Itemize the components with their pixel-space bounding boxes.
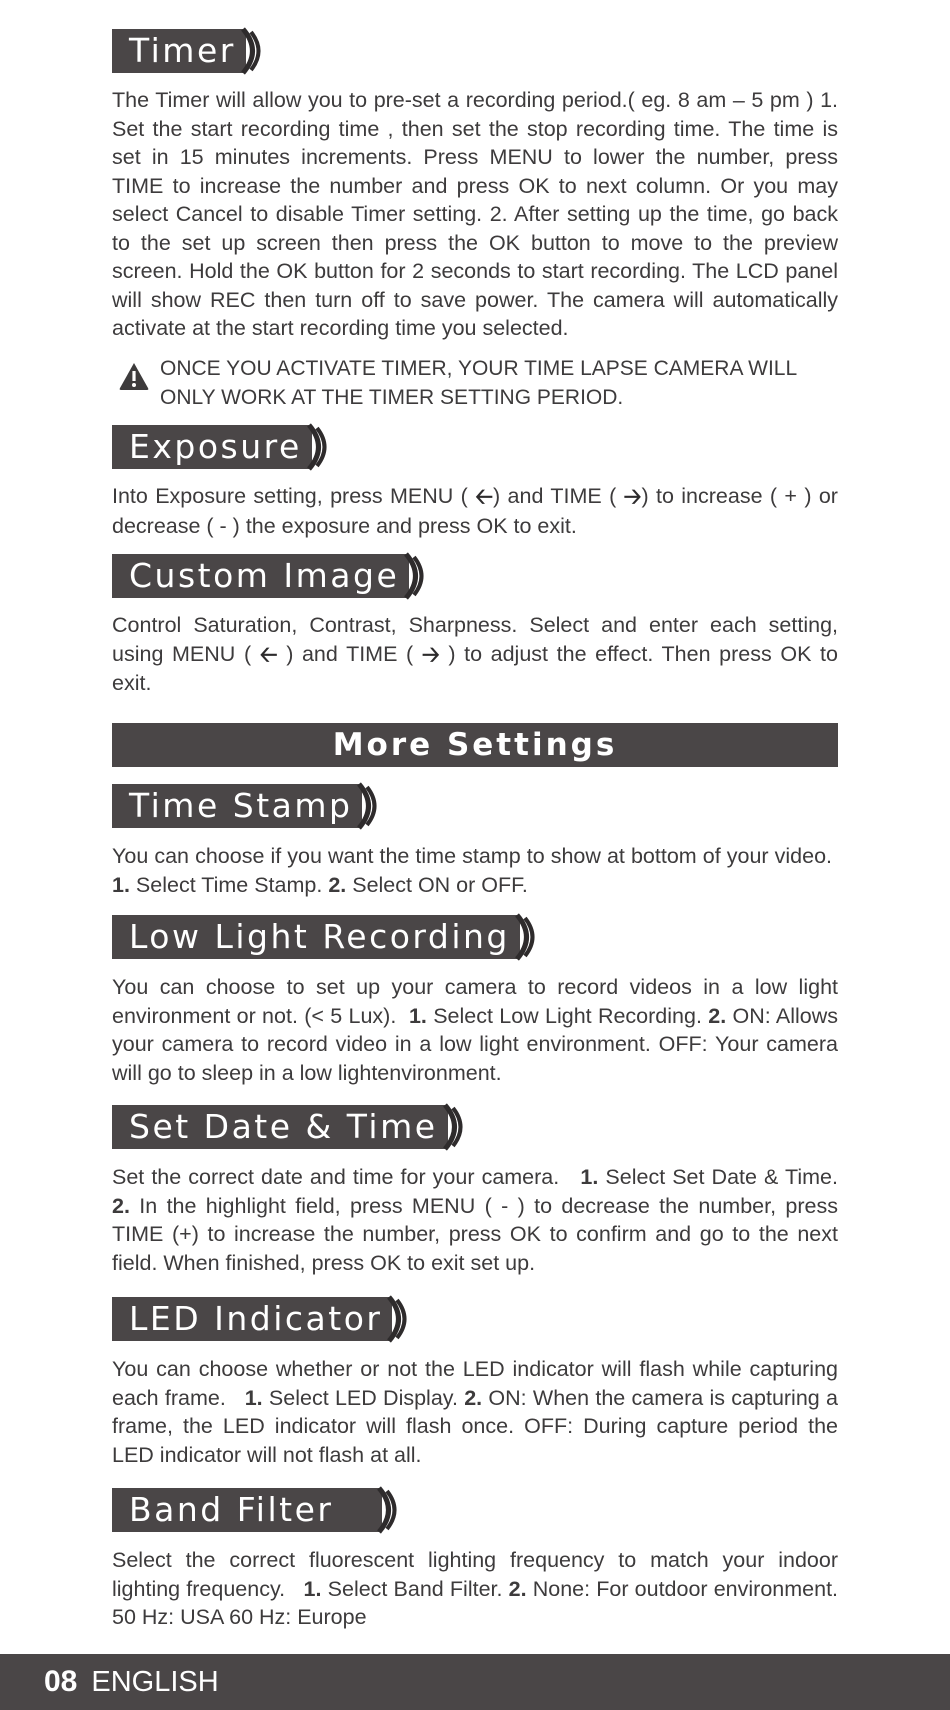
custom-image-heading (112, 553, 431, 599)
time-stamp-description (112, 842, 838, 899)
step-number: 2. (328, 872, 347, 897)
arrow-left-icon: 🡠 (259, 641, 278, 667)
arrow-right-icon: 🡢 (623, 484, 642, 509)
title-bracket-icon (514, 913, 542, 961)
title-bracket-icon (356, 782, 384, 830)
step-number: 2. (112, 1193, 130, 1218)
time-stamp-text-b: Select Time Stamp. (135, 872, 323, 897)
set-date-time-title: Set Date & Time (112, 1105, 448, 1149)
time-stamp-text-c: Select ON or OFF. (352, 872, 528, 897)
low-light-text-c: ON: Allows your camera to record video in a low light environment. OFF: Your camera will go to sleep in a low lightenvironment. (112, 1003, 838, 1085)
arrow-left-icon: 🡠 (475, 484, 494, 509)
band-filter-text-a: Select the correct fluorescent lighting frequency to match your indoor lighting frequency. (112, 1548, 838, 1601)
band-filter-text-c: None: For outdoor environment. 50 Hz: USA 60 Hz: Europe (112, 1576, 839, 1629)
low-light-heading (112, 914, 542, 960)
band-filter-text-b: Select Band Filter. (327, 1576, 503, 1601)
page-number: 08 (44, 1665, 78, 1698)
title-bracket-icon (386, 1295, 414, 1343)
timer-title: Timer (112, 29, 246, 73)
low-light-description (112, 973, 838, 1087)
low-light-title: Low Light Recording (112, 915, 520, 959)
step-number: 2. (708, 1003, 727, 1028)
set-date-time-heading (112, 1104, 470, 1150)
step-number: 1. (244, 1385, 263, 1410)
title-bracket-icon (403, 552, 431, 600)
low-light-text-b: Select Low Light Recording. (433, 1003, 702, 1028)
title-bracket-icon (240, 27, 268, 75)
timer-heading (112, 28, 268, 74)
led-indicator-text-a: You can choose whether or not the LED indicator will flash while capturing each frame. (112, 1357, 838, 1410)
timer-description: The Timer will allow you to pre-set a recording period.( eg. 8 am – 5 pm ) 1. Set the start recording time , then set the stop recording time. The time is set in 15 minutes increments. Press MENU to lower the number, press TIME to increase the number and press OK to next column. Or you may select Cancel to disable Timer setting. 2. After setting up the time, go back to the set up screen then press the OK button to move to the preview screen. Hold the OK button for 2 seconds to start recording. The LCD panel will show REC then turn off to save power. The camera will automatically activate at the start recording time you selected. (112, 88, 838, 340)
arrow-right-icon: 🡢 (421, 641, 440, 667)
step-number: 1. (303, 1576, 322, 1601)
time-stamp-text-a: You can choose if you want the time stamp to show at bottom of your video. (112, 844, 833, 868)
low-light-text-a: You can choose to set up your camera to record videos in a low light environment or not. (< 5 Lux). (112, 975, 838, 1028)
led-indicator-text-c: ON: When the camera is capturing a frame, the LED indicator will flash once. OFF: During capture period the LED indicator will not flash at all. (112, 1385, 838, 1467)
timer-warning (118, 355, 838, 412)
exposure-text-b: ) and TIME ( (493, 484, 617, 508)
custom-image-description (112, 611, 838, 698)
exposure-heading (112, 424, 334, 470)
led-indicator-title: LED Indicator (112, 1297, 392, 1341)
time-stamp-title: Time Stamp (112, 784, 362, 828)
set-date-time-text-b: Select Set Date & Time. (605, 1165, 838, 1189)
step-number: 2. (464, 1385, 483, 1410)
exposure-text-c: ) to increase ( + ) or decrease ( - ) the exposure and press OK to exit. (112, 484, 838, 538)
band-filter-heading (112, 1487, 404, 1533)
band-filter-description (112, 1546, 838, 1632)
title-bracket-icon (306, 423, 334, 471)
more-settings-banner: More Settings (112, 723, 838, 767)
led-indicator-description (112, 1355, 838, 1469)
time-stamp-heading (112, 783, 384, 829)
custom-image-text-c: ) to adjust the effect. Then press OK to exit. (112, 641, 838, 695)
led-indicator-heading (112, 1296, 414, 1342)
custom-image-text-a: Control Saturation, Contrast, Sharpness. Select and enter each setting, using MENU ( (112, 613, 838, 666)
custom-image-title: Custom Image (112, 554, 409, 598)
exposure-description (112, 482, 838, 540)
set-date-time-text-c: In the highlight field, press MENU ( - ) to decrease the number, press TIME (+) to increase the number, press OK to confirm and go to the next field. When finished, press OK to exit set up. (112, 1193, 839, 1275)
exposure-title: Exposure (112, 425, 312, 469)
step-number: 2. (508, 1576, 527, 1601)
language-label: ENGLISH (91, 1665, 219, 1698)
exposure-text-a: Into Exposure setting, press MENU ( (112, 484, 468, 508)
led-indicator-text-b: Select LED Display. (268, 1385, 458, 1410)
warning-text: ONCE YOU ACTIVATE TIMER, YOUR TIME LAPSE CAMERA WILL ONLY WORK AT THE TIMER SETTING PERIOD. (160, 357, 797, 409)
set-date-time-text-a: Set the correct date and time for your camera. (112, 1165, 560, 1189)
custom-image-text-b: ) and TIME ( (286, 641, 414, 666)
band-filter-title: Band Filter (112, 1488, 382, 1532)
title-bracket-icon (376, 1486, 404, 1534)
step-number: 1. (408, 1003, 427, 1028)
set-date-time-description (112, 1163, 838, 1277)
warning-triangle-icon (118, 361, 150, 391)
page-footer (0, 1654, 950, 1710)
title-bracket-icon (442, 1103, 470, 1151)
step-number: 1. (112, 872, 130, 897)
step-number: 1. (580, 1165, 599, 1189)
